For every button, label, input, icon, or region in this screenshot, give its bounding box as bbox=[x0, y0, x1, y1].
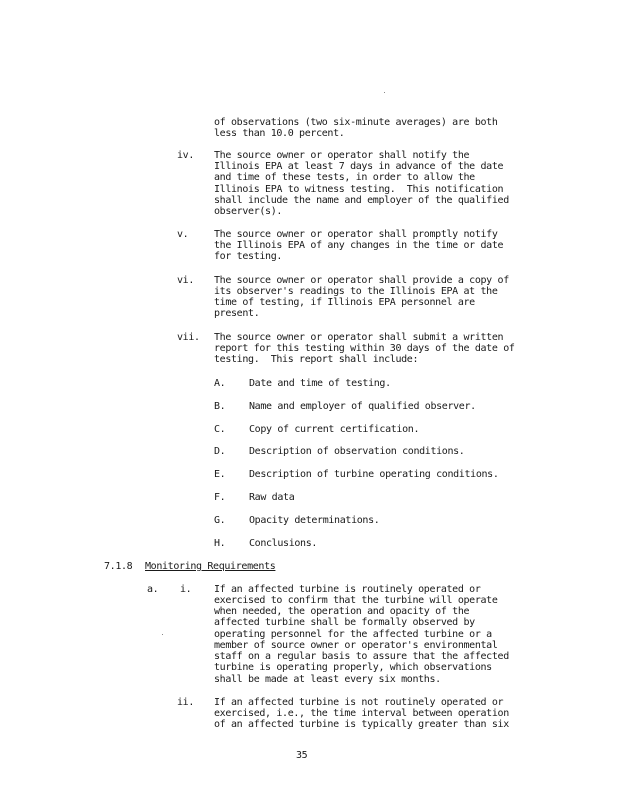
paragraph-line: Illinois EPA at least 7 days in advance of the date bbox=[214, 161, 504, 172]
item-number-ii: ii. bbox=[177, 697, 195, 708]
paragraph-line: operating personnel for the affected turbine or a bbox=[214, 629, 492, 640]
page-number: 35 bbox=[296, 750, 308, 761]
report-item-text: Description of observation conditions. bbox=[249, 446, 465, 457]
report-item-letter: G. bbox=[214, 515, 226, 526]
paragraph-line: present. bbox=[214, 308, 260, 319]
report-item-letter: H. bbox=[214, 538, 226, 549]
paragraph-line: when needed, the operation and opacity of the bbox=[214, 606, 470, 617]
paragraph-line: exercised to confirm that the turbine will operate bbox=[214, 595, 498, 606]
paragraph-line: The source owner or operator shall notify the bbox=[214, 150, 470, 161]
report-item-text: Copy of current certification. bbox=[249, 424, 420, 435]
report-item-letter: F. bbox=[214, 492, 226, 503]
paragraph-line: shall be made at least every six months. bbox=[214, 674, 441, 685]
report-item-text: Date and time of testing. bbox=[249, 378, 391, 389]
section-number: 7.1.8 bbox=[104, 561, 133, 572]
report-item-text: Conclusions. bbox=[249, 538, 318, 549]
report-item-letter: B. bbox=[214, 401, 226, 412]
item-number-i: i. bbox=[180, 584, 192, 595]
paragraph-line: less than 10.0 percent. bbox=[214, 128, 345, 139]
paragraph-line: Illinois EPA to witness testing. This notification bbox=[214, 184, 504, 195]
paragraph-line: The source owner or operator shall promptly notify bbox=[214, 229, 498, 240]
item-number-iv: iv. bbox=[177, 150, 195, 161]
paragraph-line: of observations (two six-minute averages) are both bbox=[214, 117, 498, 128]
paragraph-line: report for this testing within 30 days of the date of bbox=[214, 343, 515, 354]
paragraph-line: exercised, i.e., the time interval between operation bbox=[214, 708, 509, 719]
report-item-letter: E. bbox=[214, 469, 226, 480]
report-item-text: Opacity determinations. bbox=[249, 515, 380, 526]
paragraph-line: time of testing, if Illinois EPA personnel are bbox=[214, 297, 475, 308]
scan-speck bbox=[162, 634, 163, 635]
report-item-text: Name and employer of qualified observer. bbox=[249, 401, 476, 412]
paragraph-line: the Illinois EPA of any changes in the time or date bbox=[214, 240, 504, 251]
paragraph-line: The source owner or operator shall provide a copy of bbox=[214, 275, 509, 286]
paragraph-line: affected turbine shall be formally observed by bbox=[214, 617, 475, 628]
paragraph-line: The source owner or operator shall submit a written bbox=[214, 332, 504, 343]
paragraph-line: of an affected turbine is typically greater than six bbox=[214, 719, 509, 730]
paragraph-line: observer(s). bbox=[214, 206, 283, 217]
report-item-letter: D. bbox=[214, 446, 226, 457]
paragraph-line: testing. This report shall include: bbox=[214, 354, 419, 365]
subsection-label-a: a. bbox=[147, 584, 159, 595]
paragraph-line: turbine is operating properly, which observations bbox=[214, 662, 492, 673]
report-item-letter: A. bbox=[214, 378, 226, 389]
item-number-vii: vii. bbox=[177, 332, 200, 343]
paragraph-line: member of source owner or operator's environmental bbox=[214, 640, 498, 651]
paragraph-line: If an affected turbine is routinely operated or bbox=[214, 584, 481, 595]
paragraph-line: shall include the name and employer of the qualified bbox=[214, 195, 509, 206]
paragraph-line: staff on a regular basis to assure that the affected bbox=[214, 651, 509, 662]
section-title: Monitoring Requirements bbox=[145, 561, 276, 572]
paragraph-line: its observer's readings to the Illinois EPA at the bbox=[214, 286, 498, 297]
item-number-vi: vi. bbox=[177, 275, 195, 286]
scan-speck bbox=[384, 92, 385, 93]
report-item-text: Description of turbine operating conditions. bbox=[249, 469, 499, 480]
paragraph-line: and time of these tests, in order to allow the bbox=[214, 172, 475, 183]
paragraph-line: If an affected turbine is not routinely operated or bbox=[214, 697, 504, 708]
paragraph-line: for testing. bbox=[214, 251, 283, 262]
item-number-v: v. bbox=[177, 229, 189, 240]
report-item-letter: C. bbox=[214, 424, 226, 435]
report-item-text: Raw data bbox=[249, 492, 295, 503]
